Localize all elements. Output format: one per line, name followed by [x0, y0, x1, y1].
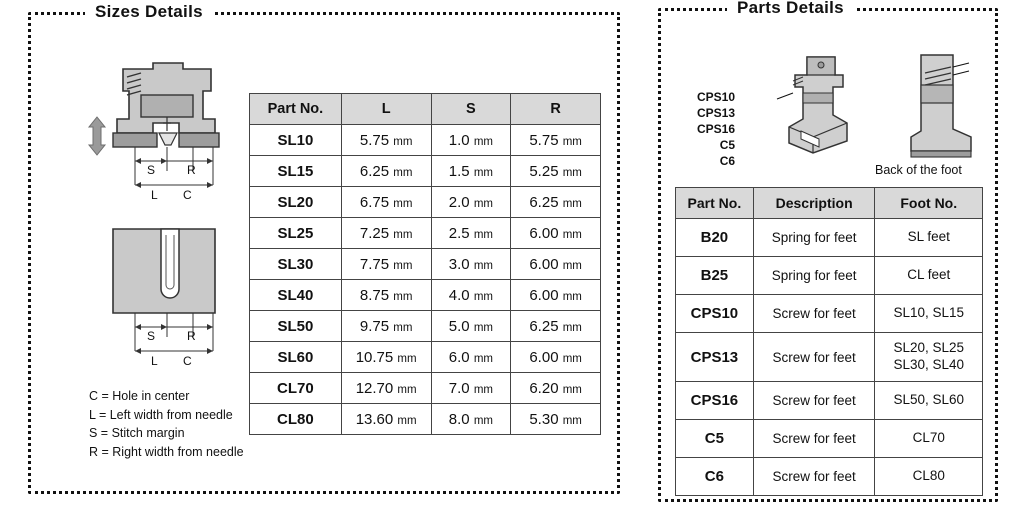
table-row — [676, 295, 983, 333]
cell-part-no: SL30 — [250, 249, 342, 280]
cell-foot-no: CL80 — [875, 458, 983, 496]
column-header-part-no: Part No. — [250, 94, 342, 125]
cell-foot-no: CL70 — [875, 420, 983, 458]
cell-description: Screw for feet — [753, 458, 875, 496]
cell-part-no: CPS13 — [676, 333, 754, 382]
cell-l-value: 12.70 mm — [341, 373, 431, 404]
cell-l-value: 5.75 mm — [341, 125, 431, 156]
sizes-panel-title: Sizes Details — [85, 2, 213, 22]
legend-line: R = Right width from needle — [89, 444, 244, 459]
cell-r-value: 6.25 mm — [511, 187, 601, 218]
cell-s-value: 6.0 mm — [431, 342, 511, 373]
cell-r-value: 6.25 mm — [511, 311, 601, 342]
sizes-details-panel — [28, 2, 620, 494]
table-row — [676, 420, 983, 458]
cell-s-value: 2.5 mm — [431, 218, 511, 249]
cell-l-value: 7.25 mm — [341, 218, 431, 249]
cell-foot-no: SL feet — [875, 219, 983, 257]
table-header-row — [250, 94, 601, 125]
cell-l-value: 13.60 mm — [341, 404, 431, 435]
svg-text:S: S — [147, 329, 156, 343]
cell-part-no: C5 — [676, 420, 754, 458]
column-header-part-no: Part No. — [676, 188, 754, 219]
legend — [89, 387, 244, 461]
cell-part-no: SL60 — [250, 342, 342, 373]
cell-part-no: SL15 — [250, 156, 342, 187]
cell-description: Screw for feet — [753, 295, 875, 333]
back-of-foot-caption: Back of the foot — [875, 163, 962, 177]
cell-part-no: C6 — [676, 458, 754, 496]
svg-text:R: R — [187, 329, 196, 343]
screw-parts-callout — [697, 89, 735, 169]
cell-description: Spring for feet — [753, 257, 875, 295]
table-row — [250, 125, 601, 156]
cell-description: Screw for feet — [753, 333, 875, 382]
table-row — [250, 373, 601, 404]
parts-panel-title: Parts Details — [727, 0, 854, 18]
cell-foot-no: SL50, SL60 — [875, 382, 983, 420]
cell-description: Screw for feet — [753, 420, 875, 458]
svg-text:R: R — [187, 163, 196, 177]
svg-text:C: C — [183, 188, 192, 202]
cell-s-value: 1.0 mm — [431, 125, 511, 156]
table-row — [676, 257, 983, 295]
sizes-table — [249, 93, 601, 435]
cell-part-no: CL80 — [250, 404, 342, 435]
cell-part-no: B25 — [676, 257, 754, 295]
table-row — [250, 280, 601, 311]
column-header-foot-no: Foot No. — [875, 188, 983, 219]
svg-text:S: S — [147, 163, 156, 177]
cell-part-no: CPS16 — [676, 382, 754, 420]
cell-description: Screw for feet — [753, 382, 875, 420]
legend-line: S = Stitch margin — [89, 426, 185, 440]
callout-line: C6 — [719, 154, 736, 169]
cell-l-value: 8.75 mm — [341, 280, 431, 311]
table-row — [250, 187, 601, 218]
callout-line: CPS16 — [697, 122, 736, 137]
cell-s-value: 2.0 mm — [431, 187, 511, 218]
cell-l-value: 10.75 mm — [341, 342, 431, 373]
table-header-row — [676, 188, 983, 219]
cell-foot-no: SL10, SL15 — [875, 295, 983, 333]
cell-r-value: 6.00 mm — [511, 249, 601, 280]
callout-line: CPS10 — [697, 90, 736, 104]
cell-r-value: 5.30 mm — [511, 404, 601, 435]
cell-part-no: B20 — [676, 219, 754, 257]
cell-part-no: SL10 — [250, 125, 342, 156]
cell-r-value: 6.20 mm — [511, 373, 601, 404]
parts-table — [675, 187, 983, 496]
legend-line: C = Hole in center — [89, 389, 190, 403]
column-header-s: S — [431, 94, 511, 125]
cell-l-value: 6.75 mm — [341, 187, 431, 218]
legend-line: L = Left width from needle — [89, 407, 233, 422]
table-row — [676, 382, 983, 420]
cell-l-value: 9.75 mm — [341, 311, 431, 342]
presser-foot-cross-section-figure — [83, 61, 233, 226]
table-row — [250, 311, 601, 342]
column-header-description: Description — [753, 188, 875, 219]
cell-r-value: 5.75 mm — [511, 125, 601, 156]
cell-foot-no: CL feet — [875, 257, 983, 295]
cell-part-no: CL70 — [250, 373, 342, 404]
table-row — [676, 219, 983, 257]
cell-r-value: 6.00 mm — [511, 342, 601, 373]
table-row — [250, 218, 601, 249]
cell-foot-no: SL20, SL25 SL30, SL40 — [875, 333, 983, 382]
cell-r-value: 6.00 mm — [511, 280, 601, 311]
table-row — [250, 249, 601, 280]
parts-details-panel — [658, 0, 998, 502]
back-of-foot-figure — [895, 51, 991, 164]
cell-description: Spring for feet — [753, 219, 875, 257]
svg-text:C: C — [183, 354, 192, 368]
presser-foot-plan-view-figure — [83, 227, 233, 382]
cell-l-value: 7.75 mm — [341, 249, 431, 280]
table-row — [250, 156, 601, 187]
cell-s-value: 7.0 mm — [431, 373, 511, 404]
svg-text:L: L — [151, 354, 158, 368]
table-row — [250, 342, 601, 373]
cell-s-value: 4.0 mm — [431, 280, 511, 311]
cell-s-value: 5.0 mm — [431, 311, 511, 342]
presser-foot-isometric-figure — [773, 53, 883, 170]
column-header-l: L — [341, 94, 431, 125]
cell-part-no: SL20 — [250, 187, 342, 218]
cell-r-value: 6.00 mm — [511, 218, 601, 249]
cell-part-no: SL25 — [250, 218, 342, 249]
cell-s-value: 8.0 mm — [431, 404, 511, 435]
table-row — [250, 404, 601, 435]
callout-line: C5 — [719, 138, 736, 153]
callout-line: CPS13 — [697, 106, 736, 121]
cell-l-value: 6.25 mm — [341, 156, 431, 187]
table-row — [676, 333, 983, 382]
cell-s-value: 3.0 mm — [431, 249, 511, 280]
table-row — [676, 458, 983, 496]
column-header-r: R — [511, 94, 601, 125]
cell-s-value: 1.5 mm — [431, 156, 511, 187]
svg-text:L: L — [151, 188, 158, 202]
cell-part-no: SL50 — [250, 311, 342, 342]
cell-part-no: SL40 — [250, 280, 342, 311]
cell-r-value: 5.25 mm — [511, 156, 601, 187]
cell-part-no: CPS10 — [676, 295, 754, 333]
